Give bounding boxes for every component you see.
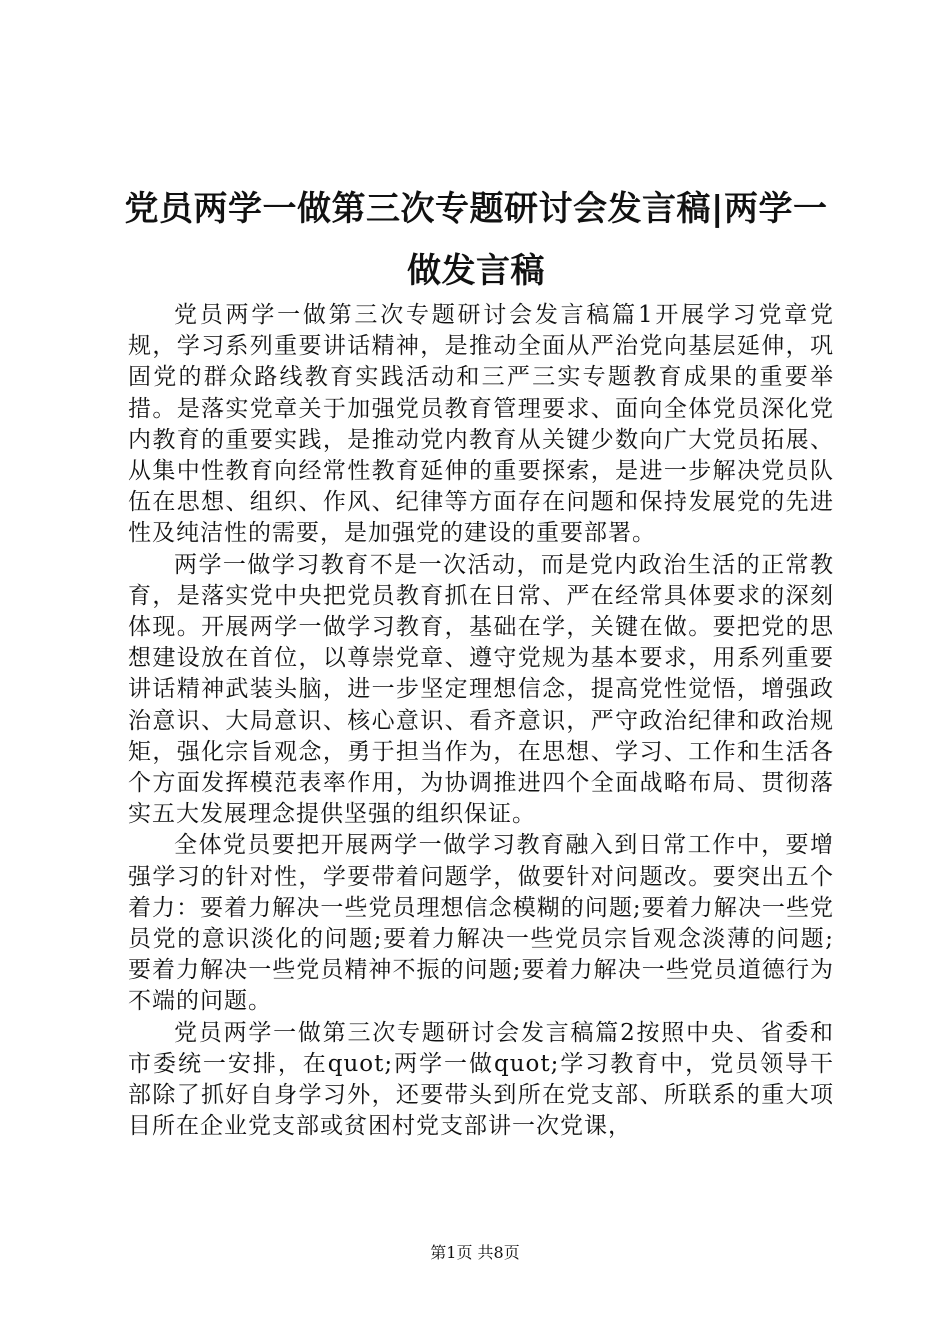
paragraph-2: 两学一做学习教育不是一次活动，而是党内政治生活的正常教育，是落实党中央把党员教育抓在日常、严在经常具体要求的深刻体现。开展两学一做学习教育，基础在学，关键在做。要把党的思想建设放在首位，以尊崇党章、遵守党规为基本要求，用系列重要讲话精神武装头脑，进一步坚定理想信念，提高党性觉悟，增强政治意识、大局意识、核心意识、看齐意识，严守政治纪律和政治规矩，强化宗旨观念，勇于担当作为，在思想、学习、工作和生活各个方面发挥模范表率作用，为协调推进四个全面战略布局、贯彻落实五大发展理念提供坚强的组织保证。 xyxy=(128,551,834,828)
paragraph-4: 党员两学一做第三次专题研讨会发言稿篇2按照中央、省委和市委统一安排，在quot;两学一做quot;学习教育中，党员领导干部除了抓好自身学习外，还要带头到所在党支部、所联系的重大项目所在企业党支部或贫困村党支部讲一次党课， xyxy=(128,1019,834,1140)
paragraph-3: 全体党员要把开展两学一做学习教育融入到日常工作中，要增强学习的针对性，学要带着问题学，做要针对问题改。要突出五个着力：要着力解决一些党员理想信念模糊的问题;要着力解决一些党员党的意识淡化的问题;要着力解决一些党员宗旨观念淡薄的问题;要着力解决一些党员精神不振的问题;要着力解决一些党员道德行为不端的问题。 xyxy=(128,832,834,1015)
paragraph-1: 党员两学一做第三次专题研讨会发言稿篇1开展学习党章党规，学习系列重要讲话精神，是推动全面从严治党向基层延伸，巩固党的群众路线教育实践活动和三严三实专题教育成果的重要举措。是落实党章关于加强党员教育管理要求、面向全体党员深化党内教育的重要实践，是推动党内教育从关键少数向广大党员拓展、从集中性教育向经常性教育延伸的重要探索，是进一步解决党员队伍在思想、组织、作风、纪律等方面存在问题和保持发展党的先进性及纯洁性的需要，是加强党的建设的重要部署。 xyxy=(128,302,834,547)
document-body xyxy=(128,300,834,1142)
page-footer: 第1页 共8页 xyxy=(430,1243,520,1262)
document-title: 党员两学一做第三次专题研讨会发言稿|两学一做发言稿 xyxy=(124,189,828,291)
